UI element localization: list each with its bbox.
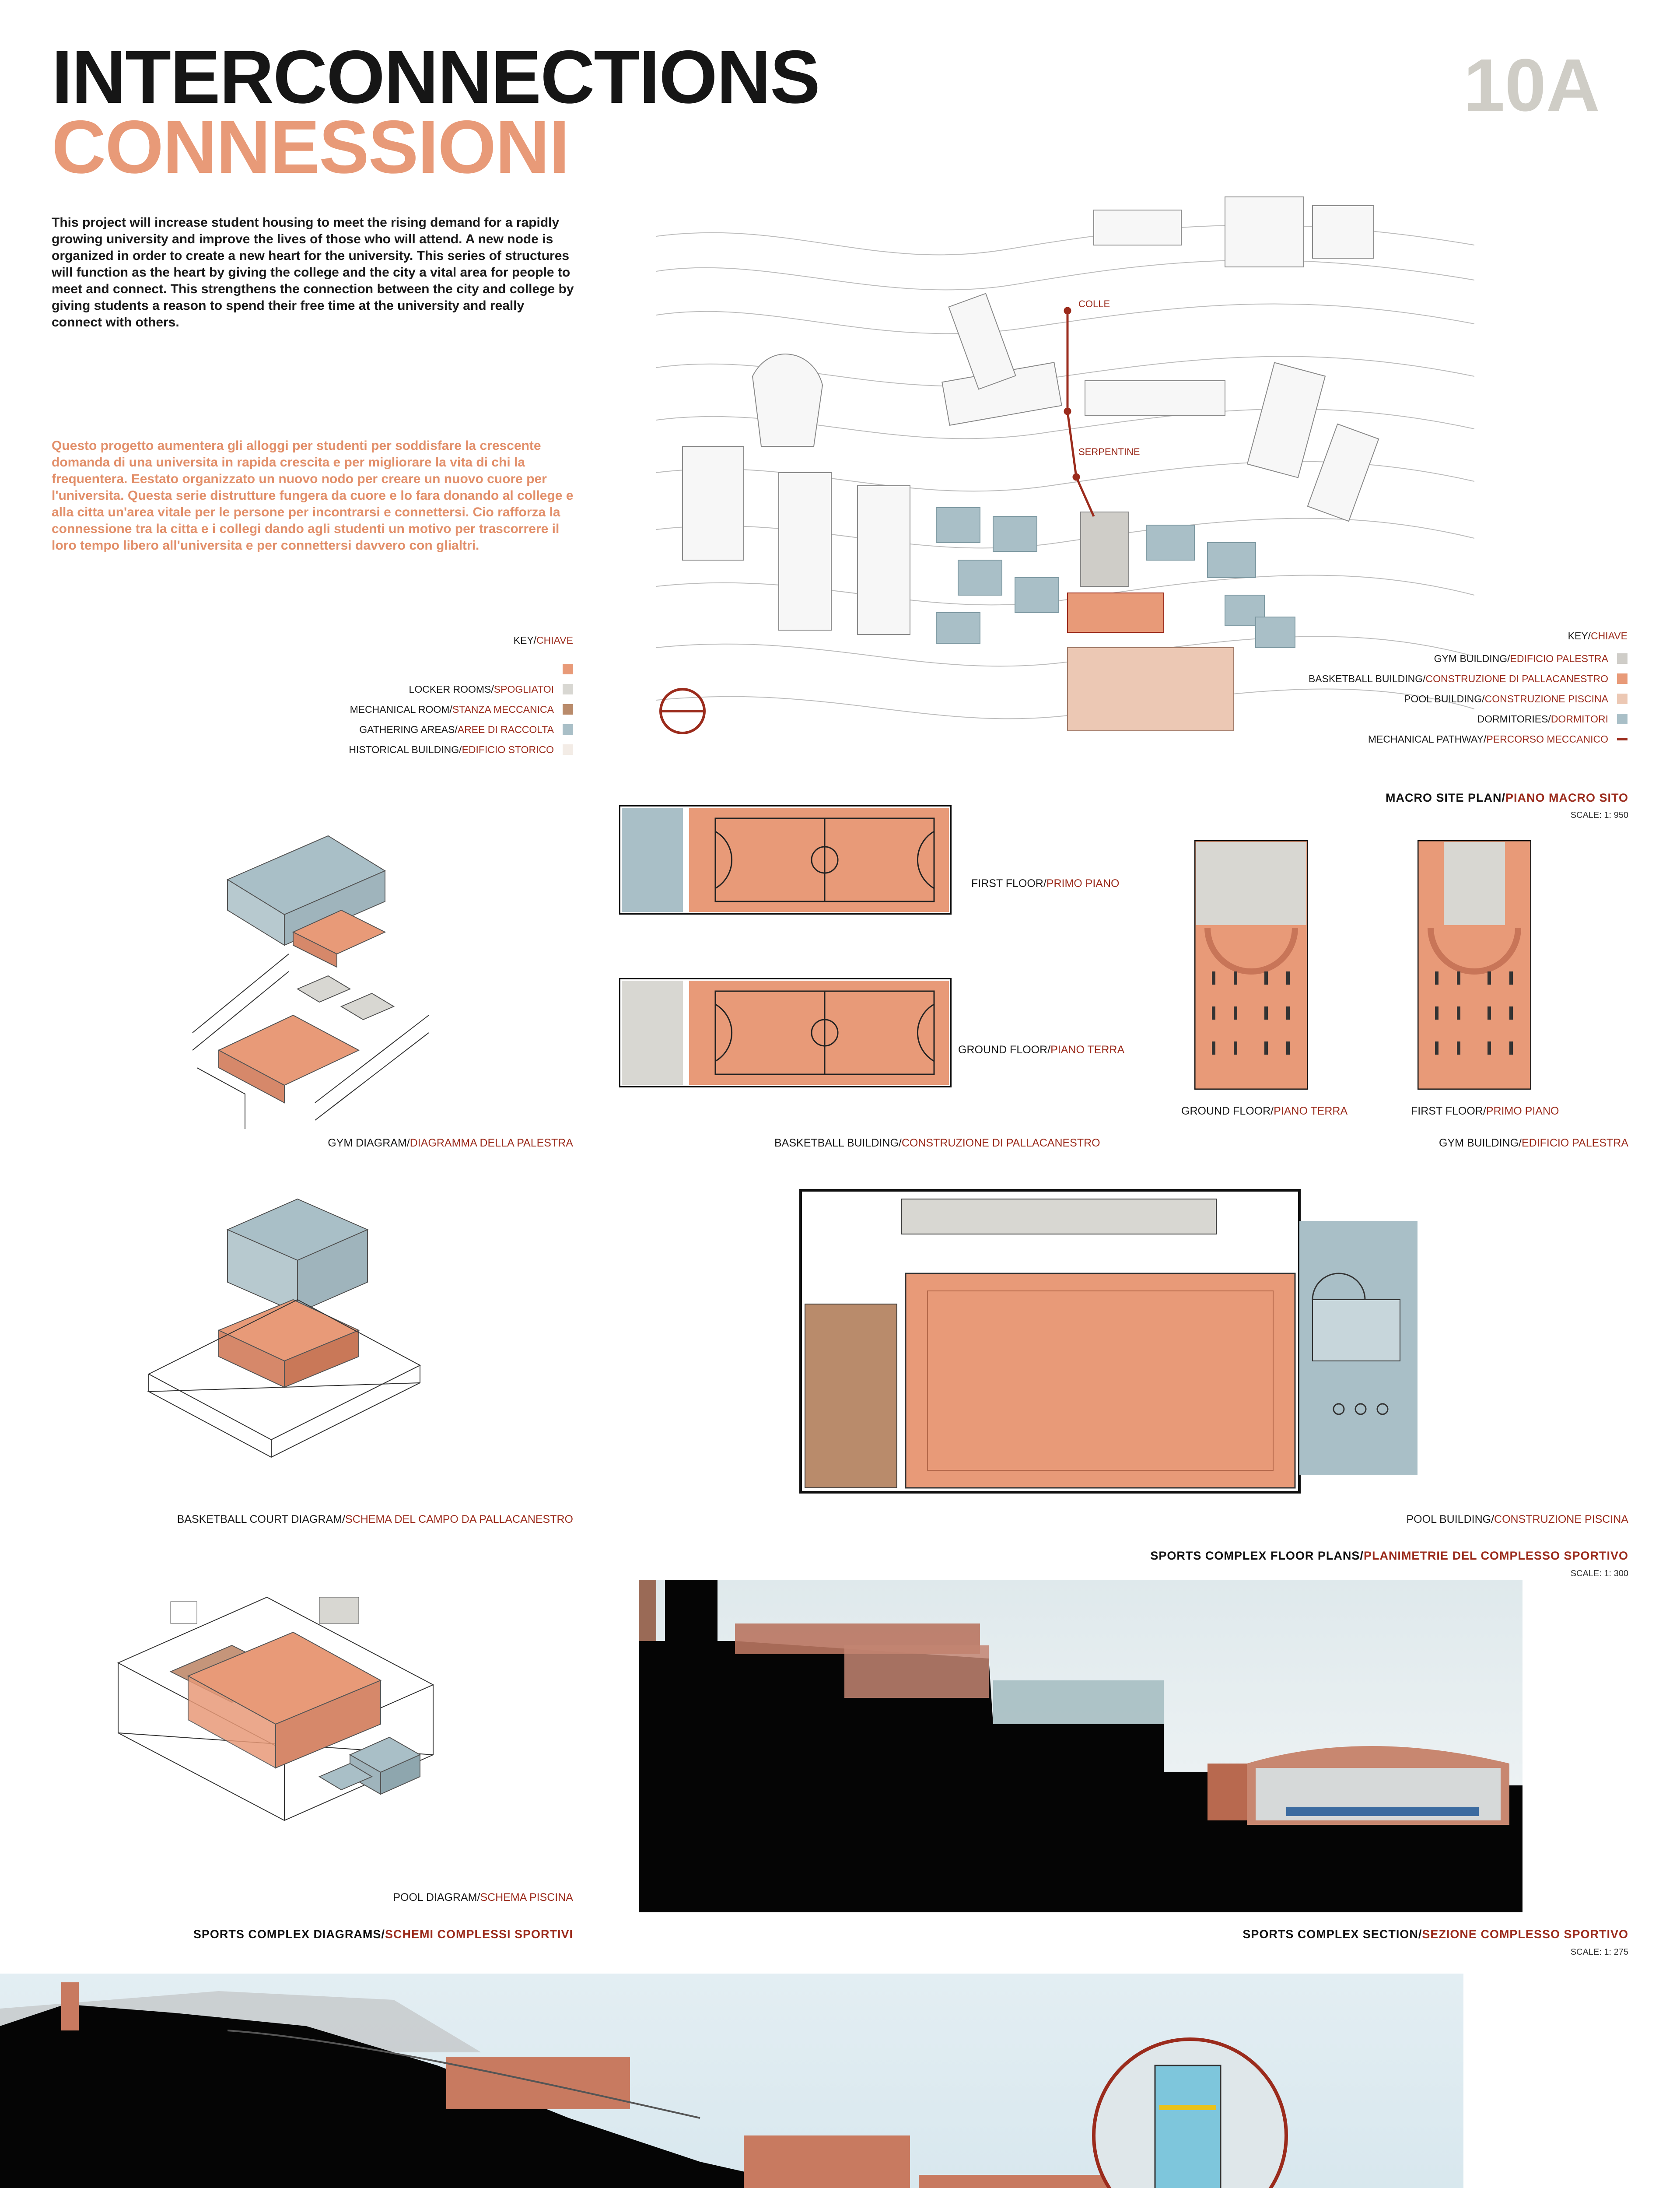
- pool-building-caption: POOL BUILDING/CONSTRUZIONE PISCINA: [1406, 1513, 1628, 1525]
- court-diagram: [131, 1190, 438, 1479]
- sheet-code: 10A: [1463, 44, 1600, 127]
- key-title-it: CHIAVE: [536, 634, 573, 646]
- key-right-item: GYM BUILDING/EDIFICIO PALESTRA: [1278, 649, 1628, 669]
- site-plan-scale: SCALE: 1: 950: [1570, 810, 1628, 820]
- sports-complex-section: [639, 1580, 1522, 1912]
- site-section: [0, 1974, 1463, 2188]
- page-subtitle: CONNESSIONI: [52, 105, 569, 189]
- sports-complex-floor-plan: [796, 1186, 1422, 1510]
- court-diagram-caption: BASKETBALL COURT DIAGRAM/SCHEMA DEL CAMPO DA PALLACANESTRO: [177, 1513, 573, 1525]
- gym-diagram-caption: GYM DIAGRAM/DIAGRAMMA DELLA PALESTRA: [328, 1137, 573, 1149]
- key-left: [341, 630, 573, 760]
- intro-text-it: Questo progetto aumentera gli alloggi per studenti per soddisfare la crescente domanda di una universita in rapida crescita e per migliorare la vita di chi la frequentera. Eestato organizzato un nuovo nodo per creare un nuovo cuore per l'universita. Questa serie distrutture fungera da cuore e lo fara donando al college e alla citta un'area vitale per le persone per incontrarsi e connettersi. Cio rafforza la connessione tra la citta e i collegi dando agli studenti un motivo per trascorrere il loro tempo libero all'universita e per connettersi davvero con glialtri.: [52, 438, 574, 553]
- key-left-item: LOCKER ROOMS/SPOGLIATOI: [341, 679, 573, 699]
- key-title-en: KEY/: [513, 634, 537, 646]
- basketball-first-floor-label: FIRST FLOOR/PRIMO PIANO: [971, 877, 1120, 890]
- key-left-item: MECHANICAL ROOM/STANZA MECCANICA: [341, 699, 573, 719]
- key-left-item: [341, 659, 573, 679]
- page-title: INTERCONNECTIONS: [52, 35, 819, 119]
- gym-first-floor-label: FIRST FLOOR/PRIMO PIANO: [1411, 1105, 1559, 1117]
- key-right-title: KEY/CHIAVE: [1568, 630, 1628, 642]
- key-right-item: BASKETBALL BUILDING/CONSTRUZIONE DI PALLACANESTRO: [1278, 669, 1628, 689]
- key-swatch: [563, 744, 573, 755]
- key-left-title: [341, 630, 573, 650]
- key-left-item: GATHERING AREAS/AREE DI RACCOLTA: [341, 719, 573, 740]
- key-right-item: MECHANICAL PATHWAY/PERCORSO MECCANICO: [1278, 729, 1628, 749]
- floor-plans-scale: SCALE: 1: 300: [1570, 1569, 1628, 1578]
- key-swatch: [563, 724, 573, 735]
- pool-diagram-caption: POOL DIAGRAM/SCHEMA PISCINA: [393, 1891, 573, 1904]
- basketball-building-caption: BASKETBALL BUILDING/CONSTRUZIONE DI PALLACANESTRO: [774, 1137, 1100, 1149]
- diagrams-group-title: SPORTS COMPLEX DIAGRAMS/SCHEMI COMPLESSI SPORTIVI: [193, 1928, 573, 1941]
- basketball-first-floor-plan: [619, 805, 952, 915]
- gym-diagram: [184, 823, 446, 1129]
- key-swatch: [563, 684, 573, 694]
- gym-ground-floor-label: GROUND FLOOR/PIANO TERRA: [1181, 1105, 1348, 1117]
- label-colle: COLLE: [1078, 298, 1110, 309]
- complex-section-scale: SCALE: 1: 275: [1570, 1947, 1628, 1957]
- gym-building-caption: GYM BUILDING/EDIFICIO PALESTRA: [1439, 1137, 1628, 1149]
- gym-first-floor-plan: [1418, 840, 1531, 1090]
- basketball-ground-floor-label: GROUND FLOOR/PIANO TERRA: [958, 1044, 1125, 1056]
- label-serpentine: SERPENTINE: [1078, 446, 1140, 457]
- gym-ground-floor-plan: [1194, 840, 1308, 1090]
- key-left-item: HISTORICAL BUILDING/EDIFICIO STORICO: [341, 740, 573, 760]
- key-right-item: POOL BUILDING/CONSTRUZIONE PISCINA: [1278, 689, 1628, 709]
- key-right: [1278, 626, 1628, 749]
- intro-text-en: This project will increase student housing to meet the rising demand for a rapidly growing university and improve the lives of those who will attend. A new node is organized in order to create a new heart for the university. This series of structures will function as the heart by giving the college and the city a vital area for people to meet and connect. This strengthens the connection between the city and college by giving students a reason to spend their free time at the university and really connect with others.: [52, 215, 574, 330]
- site-plan-title: MACRO SITE PLAN/PIANO MACRO SITO: [1385, 791, 1628, 804]
- key-swatch: [563, 704, 573, 715]
- pool-diagram: [101, 1584, 451, 1882]
- key-swatch: [563, 664, 573, 674]
- key-right-item: DORMITORIES/DORMITORI: [1278, 709, 1628, 729]
- floor-plans-title: SPORTS COMPLEX FLOOR PLANS/PLANIMETRIE DEL COMPLESSO SPORTIVO: [1150, 1549, 1628, 1562]
- basketball-ground-floor-plan: [619, 978, 952, 1087]
- complex-section-title: SPORTS COMPLEX SECTION/SEZIONE COMPLESSO SPORTIVO: [1242, 1928, 1628, 1941]
